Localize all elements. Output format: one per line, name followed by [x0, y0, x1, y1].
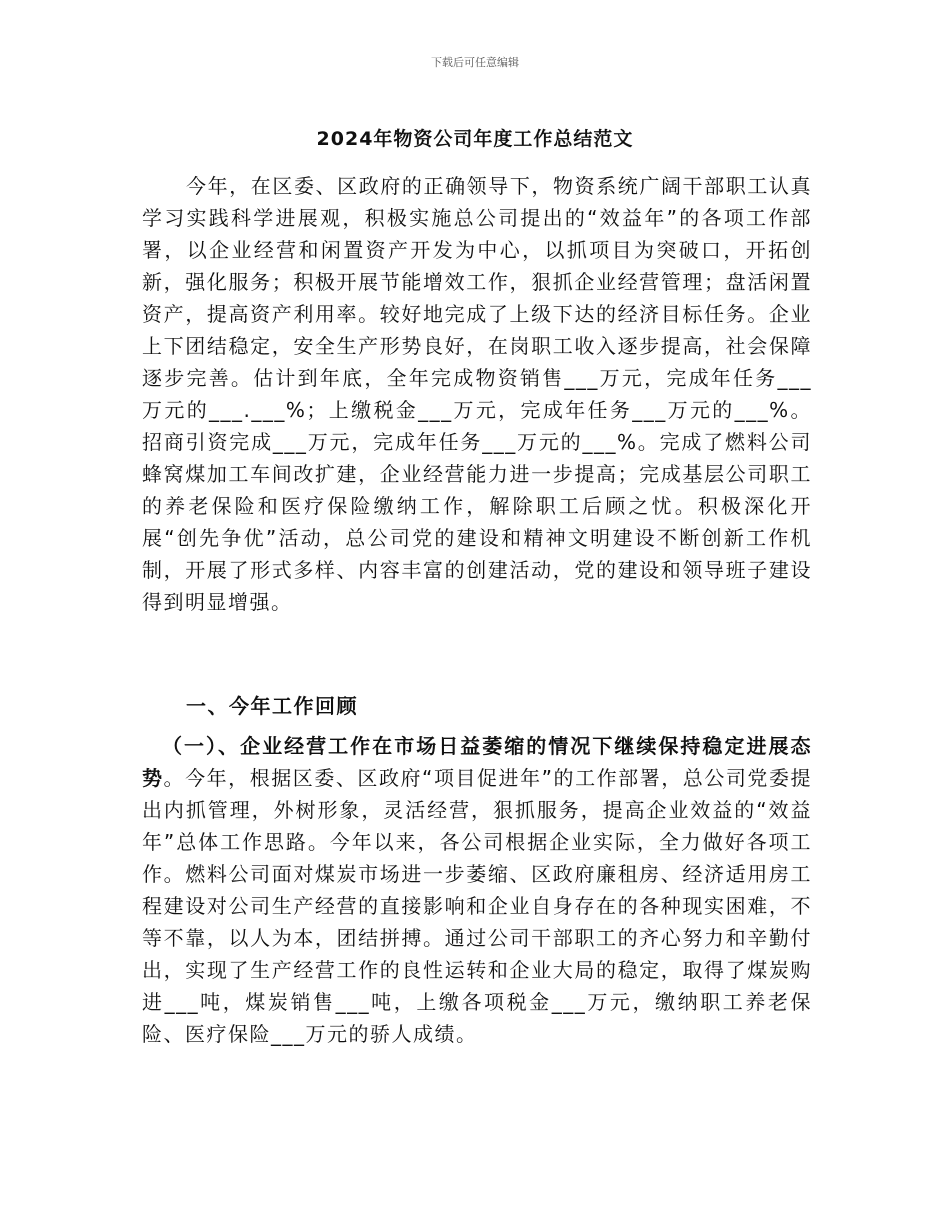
- section-heading-review: 一、今年工作回顾: [186, 694, 358, 718]
- paragraph-body: 。今年，根据区委、区政府“项目促进年”的工作部署，总公司党委提出内抓管理，外树形象，灵活经营，狠抓服务，提高企业效益的“效益年”总体工作思路。今年以来，各公司根据企业实际，全力做好各项工作。燃料公司面对煤炭市场进一步萎缩、区政府廉租房、经济适用房工程建设对公司生产经营的直接影响和企业自身存在的各种现实困难，不等不靠，以人为本，团结拼搏。通过公司干部职工的齐心努力和辛勤付出，实现了生产经营工作的良性运转和企业大局的稳定，取得了煤炭购进___吨，煤炭销售___吨，上缴各项税金___万元，缴纳职工养老保险、医疗保险___万元的骄人成绩。: [142, 766, 812, 1046]
- paragraph-business: [142, 730, 812, 1050]
- paragraph-lead-bold: （一）、企业经营工作在市场日益萎缩的情况下继续保持稳定进展态势: [142, 734, 812, 790]
- document-title: 2024年物资公司年度工作总结范文: [316, 128, 634, 150]
- paragraph-intro: 今年，在区委、区政府的正确领导下，物资系统广阔干部职工认真学习实践科学进展观，积极实施总公司提出的“效益年”的各项工作部署，以企业经营和闲置资产开发为中心，以抓项目为突破口，开拓创新，强化服务；积极开展节能增效工作，狠抓企业经营管理；盘活闲置资产，提高资产利用率。较好地完成了上级下达的经济目标任务。企业上下团结稳定，安全生产形势良好，在岗职工收入逐步提高，社会保障逐步完善。估计到年底，全年完成物资销售___万元，完成年任务___万元的___.___%；上缴税金___万元，完成年任务___万元的___%。招商引资完成___万元，完成年任务___万元的___%。完成了燃料公司蜂窝煤加工车间改扩建，企业经营能力进一步提高；完成基层公司职工的养老保险和医疗保险缴纳工作，解除职工后顾之忧。积极深化开展“创先争优”活动，总公司党的建设和精神文明建设不断创新工作机制，开展了形式多样、内容丰富的创建活动，党的建设和领导班子建设得到明显增强。: [142, 174, 812, 614]
- header-note: 下载后可任意编辑: [431, 56, 519, 69]
